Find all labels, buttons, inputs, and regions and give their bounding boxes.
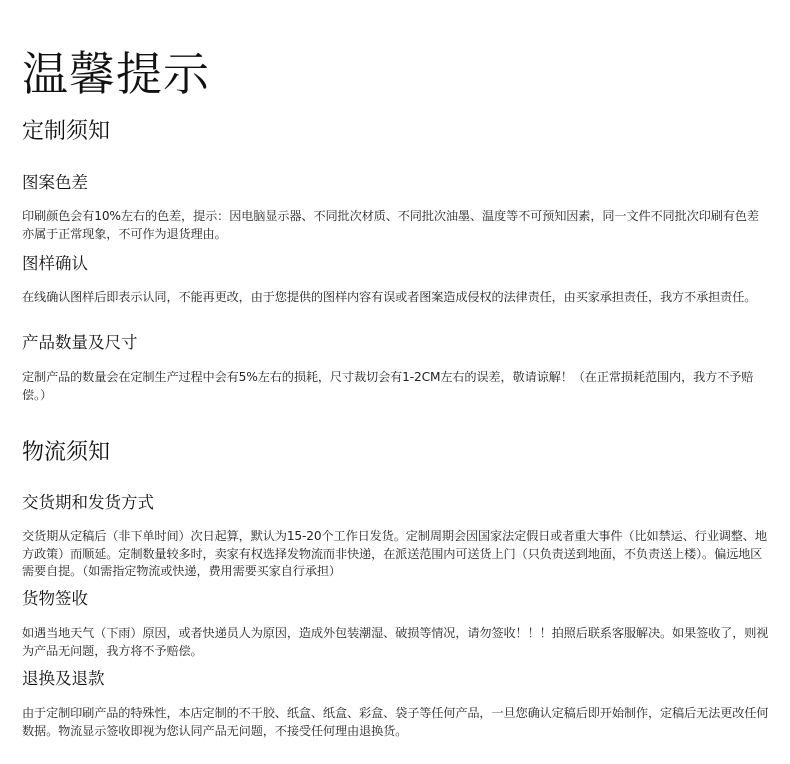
paragraph-pattern-color: 印刷颜色会有10%左右的色差，提示：因电脑显示器、不同批次材质、不同批次油墨、温度等不可预知因素，同一文件不同批次印刷有色差亦属于正常现象，不可作为退货理由。 [22,209,759,241]
paragraph-pattern-confirm: 在线确认图样后即表示认同，不能再更改，由于您提供的图样内容有误或者图案造成侵权的法律责任，由买家承担责任，我方不承担责任。 [22,290,757,304]
subheading-delivery-method: 交货期和发货方式 [22,493,154,512]
subheading-pattern-confirm: 图样确认 [22,254,88,273]
paragraph-delivery-method: 交货期从定稿后（非下单时间）次日起算，默认为15-20个工作日发货。定制周期会因国家法定假日或者重大事件（比如禁运、行业调整、地方政策）而顺延。定制数量较多时，卖家有权选择发物流而非快递，在派送范围内可送货上门（只负责送到地面，不负责送上楼）。偏远地区需要自提。（如需指定物流或快递，费用需要买家自行承担） [22,529,767,578]
subheading-goods-receipt: 货物签收 [22,589,88,608]
subheading-quantity-size: 产品数量及尺寸 [22,333,138,352]
subheading-return-refund: 退换及退款 [22,669,105,688]
paragraph-return-refund: 由于定制印刷产品的特殊性，本店定制的不干胶、纸盒、纸盒、彩盒、袋子等任何产品，一旦您确认定稿后即开始制作，定稿后无法更改任何数据。物流显示签收即视为您认同产品无问题，不接受任何理由退换货。 [22,706,769,738]
main-title: 温馨提示 [22,47,210,101]
section-title-customization: 定制须知 [22,119,111,144]
paragraph-goods-receipt: 如遇当地天气（下雨）原因，或者快递员人为原因，造成外包装潮湿、破损等情况，请勿签收！！！拍照后联系客服解决。如果签收了，则视为产品无问题，我方将不予赔偿。 [22,626,769,658]
paragraph-quantity-size: 定制产品的数量会在定制生产过程中会有5%左右的损耗，尺寸裁切会有1-2CM左右的误差，敬请谅解！（在正常损耗范围内，我方不予赔偿。） [22,370,754,402]
section-title-logistics: 物流须知 [22,440,111,465]
subheading-pattern-color: 图案色差 [22,173,88,192]
